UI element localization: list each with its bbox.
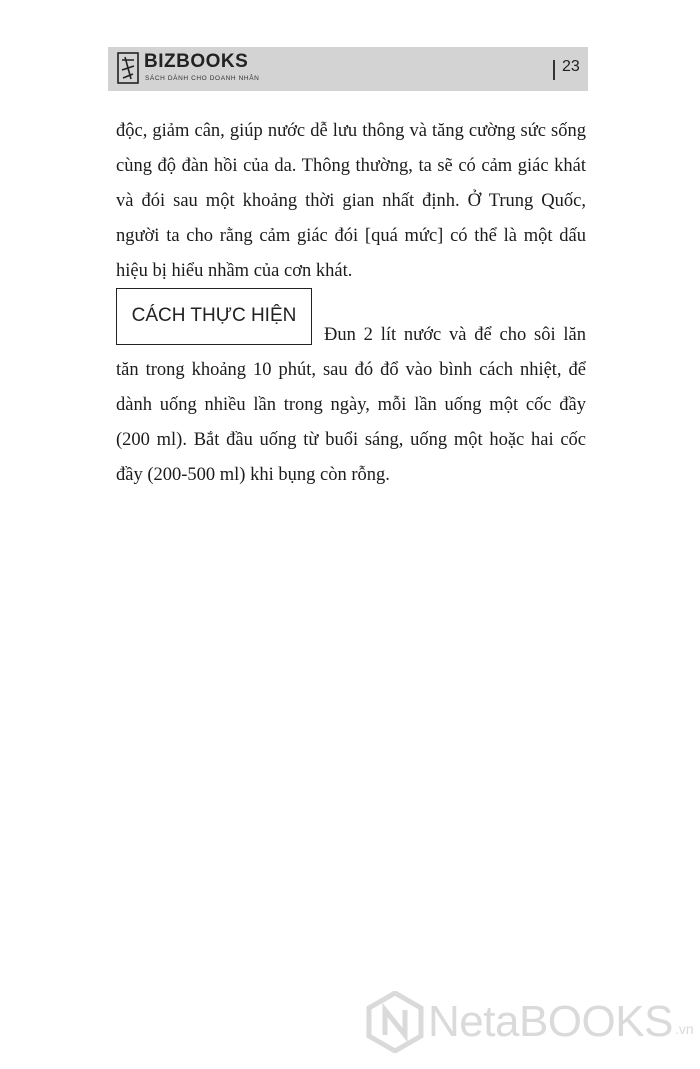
- method-label-box: CÁCH THỰC HIỆN: [116, 288, 312, 345]
- netabooks-logo-icon: [366, 991, 424, 1053]
- watermark: [366, 992, 694, 1052]
- page-number: 23: [562, 58, 580, 75]
- header-divider: [553, 60, 555, 80]
- watermark-text: NetaBOOKS: [428, 997, 673, 1046]
- brand-name: BIZBOOKS: [144, 51, 249, 72]
- bizbooks-logo-icon: [117, 52, 139, 84]
- method-text: Đun 2 lít nước và để cho sôi lăn tăn trong khoảng 10 phút, sau đó đổ vào bình cách nhiệt, để dành uống nhiều lần trong ngày, mỗi lần uống một cốc đầy (200 ml). Bắt đầu uống từ buổi sáng, uống một hoặc hai cốc đầy (200-500 ml) khi bụng còn rỗng.: [116, 325, 586, 485]
- watermark-suffix: .vn: [674, 1021, 694, 1037]
- method-section: [116, 288, 586, 493]
- body-paragraph: độc, giảm cân, giúp nước dễ lưu thông và tăng cường sức sống cùng độ đàn hồi của da. Thông thường, ta sẽ có cảm giác khát và đói sau một khoảng thời gian nhất định. Ở Trung Quốc, người ta cho rằng cảm giác đói [quá mức] có thể là một dấu hiệu bị hiểu nhầm của cơn khát.: [116, 121, 586, 281]
- page-header: [108, 47, 588, 91]
- brand-tagline: SÁCH DÀNH CHO DOANH NHÂN: [145, 75, 260, 82]
